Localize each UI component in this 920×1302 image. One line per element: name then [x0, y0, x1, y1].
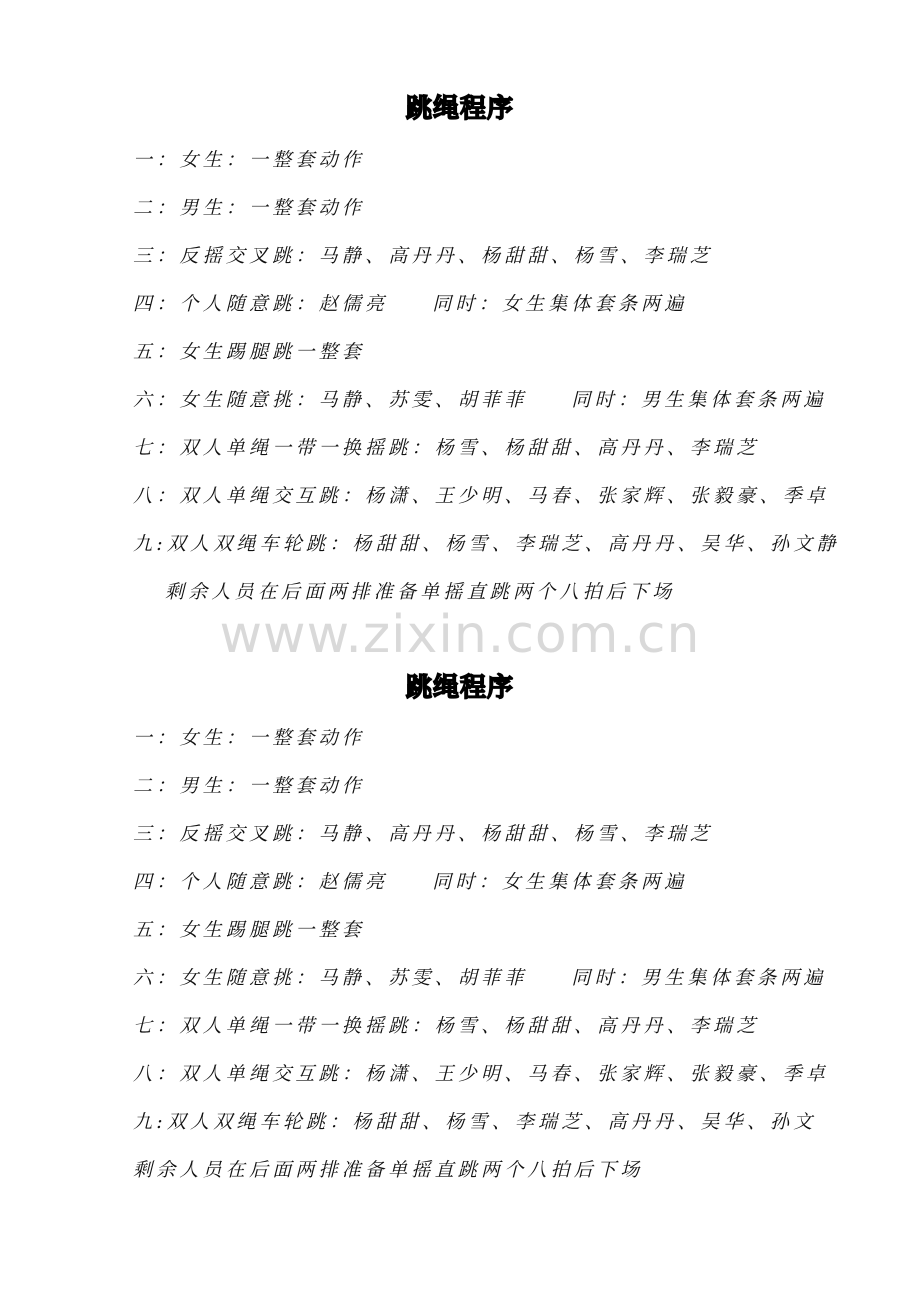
line-text-simultaneous: 同时：男生集体套条两遍	[571, 389, 827, 411]
line-text-simultaneous: 同时：男生集体套条两遍	[571, 967, 827, 989]
line-text: 个人随意跳：赵儒亮	[179, 293, 389, 315]
line-text: 女生随意挑：马静、苏雯、胡菲菲	[179, 389, 528, 411]
line-number: 五：	[133, 919, 180, 941]
program-line-6	[133, 385, 827, 412]
program-line-remaining	[165, 577, 675, 604]
program-line-8	[133, 1059, 829, 1086]
line-text: 双人双绳车轮跳：杨甜甜、杨雪、李瑞芝、高丹丹、吴华、孙文	[166, 1111, 817, 1133]
line-text: 双人单绳交互跳：杨潇、王少明、马春、张家辉、张毅豪、季卓	[179, 485, 830, 507]
line-number: 七：	[133, 1015, 180, 1037]
program-line-2	[133, 193, 365, 220]
line-number: 四：	[133, 293, 180, 315]
program-line-9	[133, 529, 840, 556]
line-number: 三：	[133, 823, 180, 845]
line-text: 女生踢腿跳一整套	[179, 341, 366, 363]
line-number: 六：	[133, 389, 180, 411]
program-line-6	[133, 963, 827, 990]
line-text: 双人单绳一带一换摇跳：杨雪、杨甜甜、高丹丹、李瑞芝	[179, 437, 760, 459]
program-line-1	[133, 723, 365, 750]
line-text: 个人随意跳：赵儒亮	[179, 871, 389, 893]
line-text-simultaneous: 同时：女生集体套条两遍	[432, 871, 688, 893]
program-line-7	[133, 433, 759, 460]
line-number: 四：	[133, 871, 180, 893]
program-line-3	[133, 241, 713, 268]
line-number: 七：	[133, 437, 180, 459]
line-number: 八：	[133, 1063, 180, 1085]
line-text-simultaneous: 同时：女生集体套条两遍	[432, 293, 688, 315]
line-text: 反摇交叉跳：马静、高丹丹、杨甜甜、杨雪、李瑞芝	[179, 245, 714, 267]
line-number: 二：	[133, 197, 180, 219]
program-line-1	[133, 145, 365, 172]
program-line-5	[133, 915, 365, 942]
program-line-7	[133, 1011, 759, 1038]
program-line-4	[133, 289, 687, 316]
program-line-9	[133, 1107, 816, 1134]
line-text: 女生踢腿跳一整套	[179, 919, 366, 941]
program-line-remaining	[133, 1155, 643, 1182]
line-text: 女生随意挑：马静、苏雯、胡菲菲	[179, 967, 528, 989]
line-text: 男生：一整套动作	[179, 197, 366, 219]
line-text: 剩余人员在后面两排准备单摇直跳两个八拍后下场	[165, 581, 676, 603]
line-number: 一：	[133, 727, 180, 749]
section-title: 跳绳程序	[405, 94, 514, 124]
line-number: 八：	[133, 485, 180, 507]
line-text: 男生：一整套动作	[179, 775, 366, 797]
line-text: 女生：一整套动作	[179, 149, 366, 171]
line-text: 双人单绳交互跳：杨潇、王少明、马春、张家辉、张毅豪、季卓	[179, 1063, 830, 1085]
program-line-8	[133, 481, 829, 508]
program-line-4	[133, 867, 687, 894]
line-text: 剩余人员在后面两排准备单摇直跳两个八拍后下场	[133, 1159, 644, 1181]
watermark: www.zixin.com.cn	[219, 605, 701, 665]
line-text: 双人双绳车轮跳：杨甜甜、杨雪、李瑞芝、高丹丹、吴华、孙文静	[166, 533, 840, 555]
line-number: 九:	[133, 533, 167, 555]
program-line-5	[133, 337, 365, 364]
section-title: 跳绳程序	[405, 673, 514, 703]
line-number: 二：	[133, 775, 180, 797]
line-number: 一：	[133, 149, 180, 171]
line-text: 女生：一整套动作	[179, 727, 366, 749]
program-line-2	[133, 771, 365, 798]
line-text: 反摇交叉跳：马静、高丹丹、杨甜甜、杨雪、李瑞芝	[179, 823, 714, 845]
line-number: 五：	[133, 341, 180, 363]
line-text: 双人单绳一带一换摇跳：杨雪、杨甜甜、高丹丹、李瑞芝	[179, 1015, 760, 1037]
line-number: 三：	[133, 245, 180, 267]
line-number: 六：	[133, 967, 180, 989]
line-number: 九:	[133, 1111, 167, 1133]
program-line-3	[133, 819, 713, 846]
